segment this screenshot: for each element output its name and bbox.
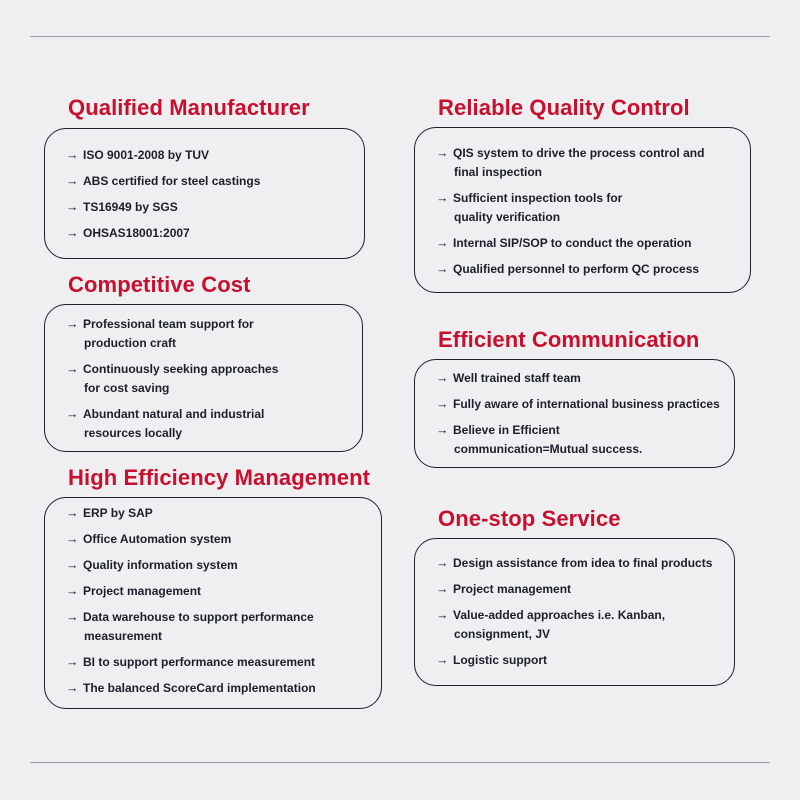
item-text: ISO 9001-2008 by TUV [83, 148, 210, 162]
right-arrow-icon: → [436, 146, 449, 160]
right-arrow-icon: → [66, 681, 79, 695]
item-text-continued: measurement [84, 629, 163, 643]
item-text: Data warehouse to support performance [83, 610, 314, 624]
item-text: Fully aware of international business practices [453, 397, 720, 411]
item-text: OHSAS18001:2007 [83, 226, 190, 240]
high-efficiency-management-panel [44, 497, 382, 709]
list-item [66, 653, 371, 672]
item-text: Internal SIP/SOP to conduct the operation [453, 236, 692, 250]
list-item [436, 395, 724, 414]
right-arrow-icon: → [66, 200, 79, 214]
high-efficiency-management-list [66, 504, 371, 698]
one-stop-service-heading: One-stop Service [438, 506, 621, 531]
list-item [436, 554, 724, 573]
item-text: Logistic support [453, 653, 547, 667]
right-arrow-icon: → [66, 317, 79, 331]
item-text: Professional team support for [83, 317, 254, 331]
right-arrow-icon: → [66, 148, 79, 162]
list-item [66, 198, 354, 217]
list-item [66, 608, 371, 646]
list-item [66, 172, 354, 191]
list-item [436, 144, 740, 182]
right-arrow-icon: → [66, 655, 79, 669]
item-text: Project management [453, 582, 572, 596]
right-arrow-icon: → [66, 226, 79, 240]
qualified-manufacturer-list [66, 146, 354, 243]
list-item [66, 360, 352, 398]
one-stop-service-panel [414, 538, 735, 686]
item-text: The balanced ScoreCard implementation [83, 681, 316, 695]
right-arrow-icon: → [436, 371, 449, 385]
right-arrow-icon: → [436, 608, 449, 622]
list-item [436, 189, 740, 227]
item-text-continued: for cost saving [84, 381, 170, 395]
right-arrow-icon: → [436, 397, 449, 411]
qualified-manufacturer-panel [44, 128, 365, 259]
item-text: Project management [83, 584, 202, 598]
item-text-continued: quality verification [454, 210, 561, 224]
item-text: Value-added approaches i.e. Kanban, [453, 608, 666, 622]
item-text-continued: resources locally [84, 426, 183, 440]
right-arrow-icon: → [66, 506, 79, 520]
item-text: TS16949 by SGS [83, 200, 178, 214]
list-item [66, 530, 371, 549]
list-item [436, 234, 740, 253]
bottom-divider [30, 762, 770, 763]
high-efficiency-management-heading: High Efficiency Management [68, 465, 371, 490]
efficient-communication-list [436, 369, 724, 459]
item-text-continued: final inspection [454, 165, 543, 179]
efficient-communication-panel [414, 359, 735, 468]
right-arrow-icon: → [66, 584, 79, 598]
right-arrow-icon: → [66, 407, 79, 421]
list-item [436, 651, 724, 670]
item-text: Sufficient inspection tools for [453, 191, 623, 205]
competitive-cost-panel [44, 304, 363, 452]
list-item [66, 504, 371, 523]
right-arrow-icon: → [66, 174, 79, 188]
efficient-communication-heading: Efficient Communication [438, 327, 700, 352]
list-item [436, 606, 724, 644]
reliable-quality-control-panel [414, 127, 751, 293]
item-text: BI to support performance measurement [83, 655, 316, 669]
right-arrow-icon: → [66, 558, 79, 572]
list-item [436, 369, 724, 388]
right-arrow-icon: → [436, 236, 449, 250]
list-item [66, 224, 354, 243]
item-text: Well trained staff team [453, 371, 581, 385]
list-item [436, 421, 724, 459]
item-text: Abundant natural and industrial [83, 407, 265, 421]
one-stop-service-list [436, 554, 724, 670]
right-arrow-icon: → [436, 262, 449, 276]
right-arrow-icon: → [66, 610, 79, 624]
qualified-manufacturer-heading: Qualified Manufacturer [68, 95, 310, 120]
item-text: QIS system to drive the process control and [453, 146, 705, 160]
list-item [436, 260, 740, 279]
reliable-quality-control-heading: Reliable Quality Control [438, 95, 690, 120]
right-arrow-icon: → [66, 362, 79, 376]
item-text: Continuously seeking approaches [83, 362, 279, 376]
item-text-continued: consignment, JV [454, 627, 551, 641]
right-arrow-icon: → [66, 532, 79, 546]
competitive-cost-heading: Competitive Cost [68, 272, 251, 297]
list-item [66, 146, 354, 165]
item-text: Believe in Efficient [453, 423, 560, 437]
item-text: Quality information system [83, 558, 238, 572]
reliable-quality-control-list [436, 144, 740, 279]
right-arrow-icon: → [436, 653, 449, 667]
right-arrow-icon: → [436, 191, 449, 205]
right-arrow-icon: → [436, 423, 449, 437]
item-text: ERP by SAP [83, 506, 153, 520]
item-text-continued: communication=Mutual success. [454, 442, 643, 456]
top-divider [30, 36, 770, 37]
list-item [66, 556, 371, 575]
list-item [436, 580, 724, 599]
list-item [66, 582, 371, 601]
item-text-continued: production craft [84, 336, 176, 350]
item-text: ABS certified for steel castings [83, 174, 261, 188]
item-text: Design assistance from idea to final products [453, 556, 713, 570]
list-item [66, 679, 371, 698]
right-arrow-icon: → [436, 556, 449, 570]
list-item [66, 315, 352, 353]
list-item [66, 405, 352, 443]
right-arrow-icon: → [436, 582, 449, 596]
item-text: Office Automation system [83, 532, 232, 546]
competitive-cost-list [66, 315, 352, 443]
item-text: Qualified personnel to perform QC process [453, 262, 700, 276]
